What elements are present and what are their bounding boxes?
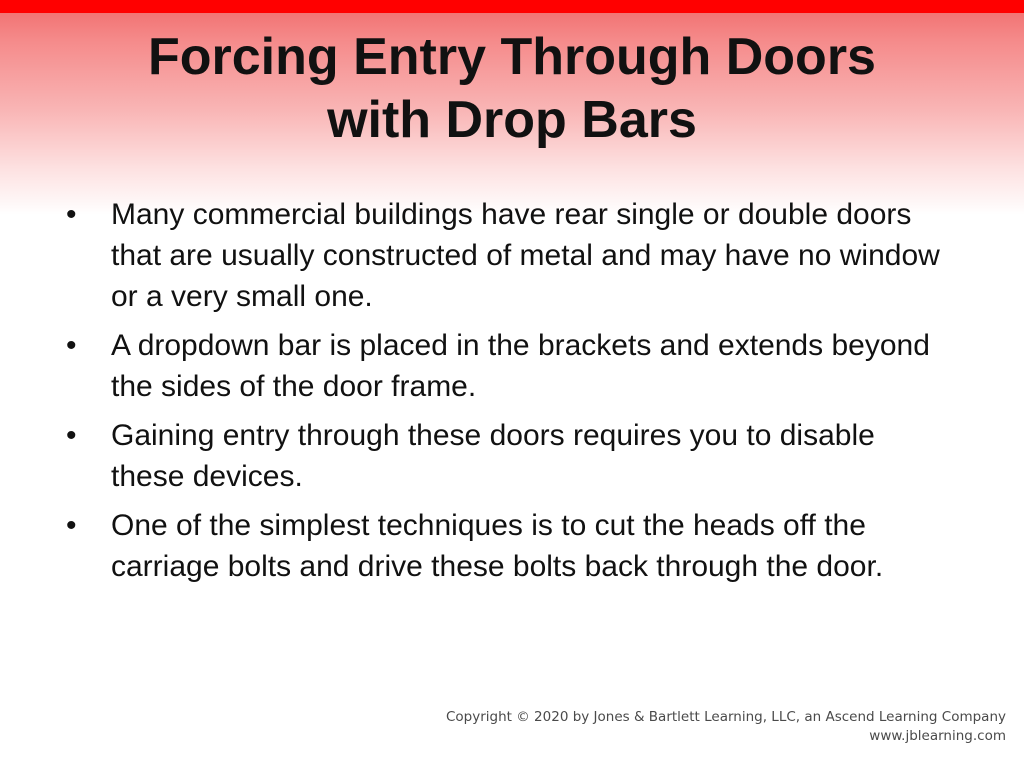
bullet-icon: • xyxy=(66,419,77,452)
website-link[interactable]: www.jblearning.com xyxy=(869,728,1006,744)
copyright-footer xyxy=(446,708,1006,746)
bullet-item xyxy=(66,325,946,407)
bullet-icon: • xyxy=(66,198,77,231)
bullet-item xyxy=(66,505,946,587)
bullet-item xyxy=(66,194,946,317)
accent-bar xyxy=(0,0,1024,13)
bullet-text: A dropdown bar is placed in the brackets and extends beyond the sides of the door frame. xyxy=(111,329,930,403)
bullet-list xyxy=(66,194,946,595)
slide-title-line-2: with Drop Bars xyxy=(327,91,697,149)
slide-title-line-1: Forcing Entry Through Doors xyxy=(148,28,876,86)
bullet-text: Many commercial buildings have rear single or double doors that are usually constructed of metal and may have no window or a very small one. xyxy=(111,198,940,313)
bullet-text: One of the simplest techniques is to cut the heads off the carriage bolts and drive these bolts back through the door. xyxy=(111,509,884,583)
bullet-icon: • xyxy=(66,329,77,362)
bullet-icon: • xyxy=(66,509,77,542)
slide-title xyxy=(40,26,984,152)
bullet-item xyxy=(66,415,946,497)
copyright-text: Copyright © 2020 by Jones & Bartlett Learning, LLC, an Ascend Learning Company xyxy=(446,709,1006,725)
bullet-text: Gaining entry through these doors requires you to disable these devices. xyxy=(111,419,875,493)
